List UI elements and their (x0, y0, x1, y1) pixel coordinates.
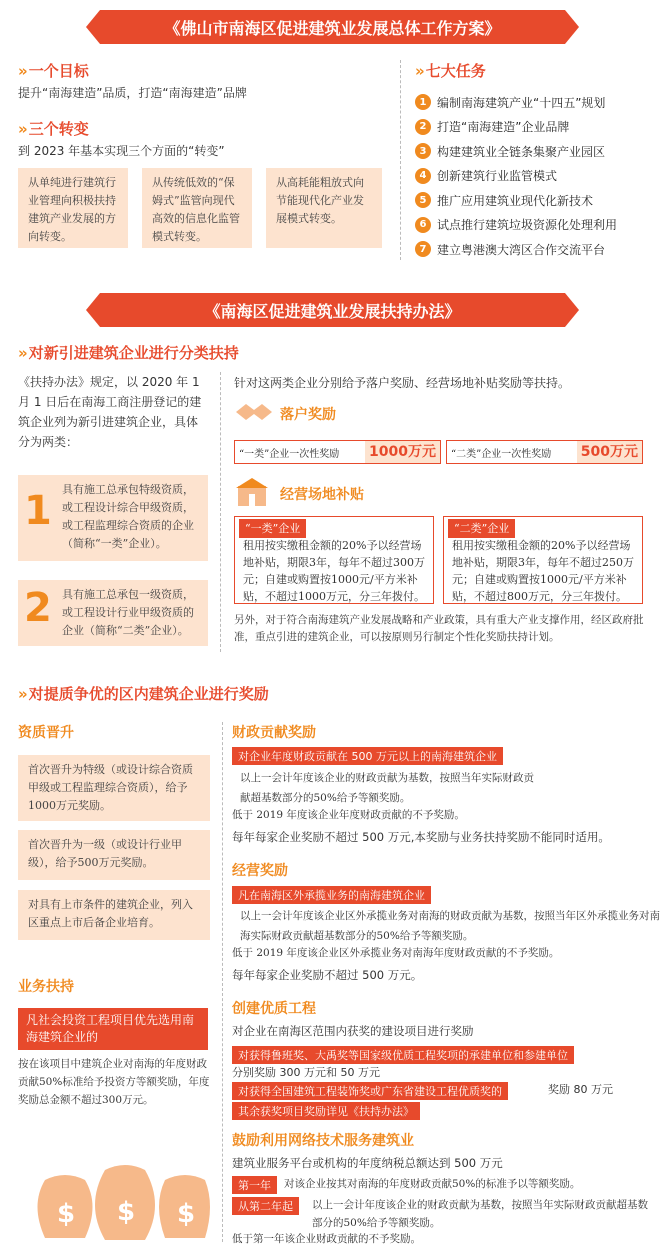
net-text: 建筑业服务平台或机构的年度纳税总额达到 500 万元 (232, 1156, 503, 1170)
task-item (415, 139, 655, 164)
reward-heading: » 对提质争优的区内建筑企业进行奖励 (18, 684, 269, 703)
qual-box-1: 首次晋升为特级（或设计综合资质甲级或工程监理综合资质），给予1000万元奖励。 (18, 755, 210, 821)
task-item (415, 90, 655, 115)
change-box-3: 从高耗能粗放式向节能现代化产业发展模式转变。 (266, 168, 382, 248)
site-box-1 (234, 516, 434, 604)
category-1-text: 具有施工总承包特级资质，或工程设计综合甲级资质，或工程监理综合资质的企业（简称“一类”企业）。 (62, 483, 194, 550)
fin-text-3: 每年每家企业奖励不超过 500 万元,本奖励与业务扶持奖励不能同时适用。 (232, 830, 610, 844)
task-label: 编制南海建筑产业“十四五”规划 (437, 95, 606, 110)
task-label: 构建建筑业全链条集聚产业园区 (437, 144, 606, 159)
category-1-number: 1 (24, 488, 52, 534)
proj-text-2: 奖励 80 万元 (548, 1083, 613, 1096)
qual-box-2: 首次晋升为一级（或设计行业甲级），给予500万元奖励。 (18, 830, 210, 880)
change-heading: » 三个转变 (18, 119, 89, 138)
op-tag: 凡在南海区外承揽业务的南海建筑企业 (232, 886, 431, 904)
biz-tag: 凡社会投资工程项目优先选用南海建筑企业的 (18, 1008, 208, 1050)
op-text-3: 每年每家企业奖励不超过 500 万元。 (232, 968, 423, 982)
reward-title: 对提质争优的区内建筑企业进行奖励 (28, 685, 269, 703)
newco-divider (220, 372, 221, 652)
biz-title: 业务扶持 (18, 979, 74, 995)
site-title: 经营场地补贴 (280, 487, 364, 503)
net-text-3: 低于第一年该企业财政贡献的不予奖励。 (232, 1233, 421, 1245)
settle-1-amount: 1000万元 (365, 441, 440, 463)
newco-right-intro: 针对这两类企业分别给予落户奖励、经营场地补贴奖励等扶持。 (234, 376, 571, 390)
net-title: 鼓励利用网络技术服务建筑业 (232, 1133, 414, 1149)
task-item (415, 213, 655, 238)
settle-2-amount: 500万元 (577, 441, 642, 463)
plan-banner: 《佛山市南海区促进建筑业发展总体工作方案》 (100, 10, 565, 44)
task-number: 5 (415, 192, 431, 208)
newco-heading: » 对新引进建筑企业进行分类扶持 (18, 343, 239, 362)
task-label: 试点推行建筑垃圾资源化处理利用 (437, 218, 618, 233)
proj-text: 对企业在南海区范围内获奖的建设项目进行奖励 (232, 1024, 474, 1038)
net-text-2: 以上一会计年度该企业的财政贡献为基数，按照当年实际财政贡献超基数部分的50%给予等额奖励。 (312, 1199, 648, 1229)
change-title: 三个转变 (28, 120, 89, 138)
goal-heading: » 一个目标 (18, 61, 89, 80)
tasks-title: 七大任务 (425, 62, 486, 80)
proj-tag-2: 对获得全国建筑工程装饰奖或广东省建设工程优质奖的 (232, 1082, 508, 1100)
net-tag-1: 第一年 (232, 1176, 277, 1194)
fin-text-1: 以上一会计年度该企业的财政贡献为基数，按照当年实际财政贡献超基数部分的50%给予等额奖励。 (240, 772, 534, 804)
svg-text:$: $ (177, 1199, 196, 1229)
fin-title: 财政贡献奖励 (232, 725, 316, 741)
change-text: 到 2023 年基本实现三个方面的“转变” (18, 144, 225, 158)
category-2-box (18, 580, 208, 646)
task-number: 2 (415, 119, 431, 135)
op-text-2: 低于 2019 年度该企业区外承揽业务对南海年度财政贡献的不予奖励。 (232, 947, 560, 959)
svg-text:$: $ (57, 1199, 76, 1229)
site-2-tag: “二类”企业 (448, 519, 515, 538)
site-1-tag: “一类”企业 (239, 519, 306, 538)
task-label: 创新建筑行业监管模式 (437, 169, 558, 184)
net-tag-2: 从第二年起 (232, 1197, 299, 1215)
category-2-text: 具有施工总承包一级资质，或工程设计行业甲级资质的企业（简称“二类”企业）。 (62, 588, 194, 637)
svg-text:$: $ (117, 1197, 136, 1227)
fin-text-2: 低于 2019 年度该企业年度财政贡献的不予奖励。 (232, 809, 465, 821)
task-item (415, 188, 655, 213)
money-bag-icon (25, 1150, 215, 1242)
biz-text: 按在该项目中建筑企业对南海的年度财政贡献50%标准给予投资方等额奖励，年度奖励总金额不超过300万元。 (18, 1058, 210, 1106)
op-title: 经营奖励 (232, 863, 288, 879)
change-box-2: 从传统低效的“保姆式”监管向现代高效的信息化监管模式转变。 (142, 168, 252, 248)
category-1-box (18, 475, 208, 561)
building-icon (234, 478, 270, 506)
task-number: 7 (415, 241, 431, 257)
fin-tag: 对企业年度财政贡献在 500 万元以上的南海建筑企业 (232, 747, 503, 765)
qual-box-3: 对具有上市条件的建筑企业，列入区重点上市后备企业培育。 (18, 890, 210, 940)
newco-note: 另外，对于符合南海建筑产业发展战略和产业政策，具有重大产业支撑作用，经区政府批准，重点引进的建筑企业，可以按原则另行制定个性化奖励扶持计划。 (234, 614, 644, 643)
proj-text-1: 分别奖励 300 万元和 50 万元 (232, 1066, 380, 1079)
tasks-list (415, 90, 655, 262)
qual-title: 资质晋升 (18, 725, 74, 741)
task-item (415, 164, 655, 189)
settle-reward-1 (234, 440, 441, 464)
task-label: 建立粤港澳大湾区合作交流平台 (437, 242, 606, 257)
task-number: 1 (415, 94, 431, 110)
category-2-number: 2 (24, 585, 52, 631)
settle-reward-2 (446, 440, 643, 464)
proj-tag-1: 对获得鲁班奖、大禹奖等国家级优质工程奖项的承建单位和参建单位 (232, 1046, 574, 1064)
task-number: 4 (415, 168, 431, 184)
handshake-icon (234, 400, 274, 424)
measures-banner: 《南海区促进建筑业发展扶持办法》 (100, 293, 565, 327)
tasks-heading: » 七大任务 (415, 61, 486, 80)
change-box-1: 从单纯进行建筑行业管理向积极扶持建筑产业发展的方向转变。 (18, 168, 128, 248)
reward-divider (222, 722, 223, 1242)
task-item (415, 115, 655, 140)
newco-intro: 《扶持办法》规定，以 2020 年 1 月 1 日后在南海工商注册登记的建筑企业列为新引进建筑企业，具体分为两类： (18, 375, 202, 449)
newco-title: 对新引进建筑企业进行分类扶持 (28, 344, 239, 362)
proj-title: 创建优质工程 (232, 1001, 316, 1017)
site-1-text: 租用按实缴租金额的20%予以经营场地补贴，期限3年，每年不超过300万元；自建或购置按1000元/平方米补贴，不超过1000万元，分三年拨付。 (243, 539, 425, 603)
site-2-text: 租用按实缴租金额的20%予以经营场地补贴，期限3年，每年不超过250万元；自建或购置按1000元/平方米补贴，不超过800万元，分三年拨付。 (452, 539, 634, 603)
settle-title: 落户奖励 (280, 407, 336, 423)
task-label: 打造“南海建造”企业品牌 (437, 120, 570, 135)
task-label: 推广应用建筑业现代化新技术 (437, 193, 594, 208)
task-number: 6 (415, 217, 431, 233)
task-item (415, 237, 655, 262)
goal-title: 一个目标 (28, 62, 89, 80)
task-number: 3 (415, 143, 431, 159)
proj-tag-3: 其余获奖项目奖励详见《扶持办法》 (232, 1102, 420, 1120)
settle-1-label: “一类”企业一次性奖励 (239, 448, 340, 460)
goal-text: 提升“南海建造”品质，打造“南海建造”品牌 (18, 86, 247, 100)
net-text-1: 对该企业按其对南海的年度财政贡献50%的标准予以等额奖励。 (284, 1178, 581, 1190)
op-text-1: 以上一会计年度该企业区外承揽业务对南海的财政贡献为基数，按照当年区外承揽业务对南海实际财政贡献超基数部分的50%给予等额奖励。 (240, 910, 660, 942)
top-divider (400, 60, 401, 260)
site-box-2 (443, 516, 643, 604)
settle-2-label: “二类”企业一次性奖励 (451, 448, 552, 460)
